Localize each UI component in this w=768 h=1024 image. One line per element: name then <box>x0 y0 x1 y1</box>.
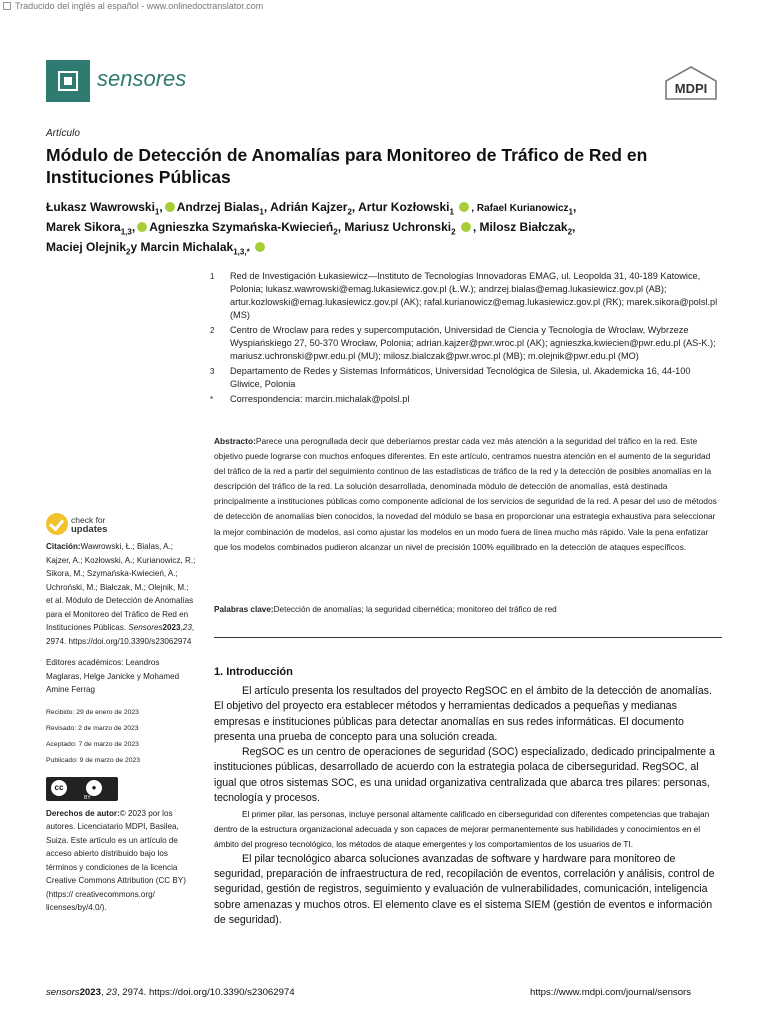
paragraph: El pilar tecnológico abarca soluciones avanzadas de software y hardware para monitoreo de seguridad, preparación de infraestructura de red, recopilación de eventos, correlación y análisis, control de seguridad, gestión de registros, seguimiento y evaluación de vulnerabilidades, comunicación, inteligencia sobre amenazas y muchos otros. El elemento clave es el sistema SIEM (gestión de eventos e información de seguridad). <box>214 852 715 926</box>
affiliation-text: Centro de Wroclaw para redes y supercomputación, Universidad de Ciencia y Tecnología de Wroclaw, Wybrzeze Wyspiańskiego 27, 50-370 Wrocław, Polonia; adrian.kajzer@pwr.wroc.pl (AK); agnieszka.kwiecien@pwr.edu.pl (AS-K.); mariusz.uchronski@pwr.edu.pl (MU); milosz.bialczak@pwr.wroc.pl (MB); m.olejnik@pwr.edu.pl (MO) <box>230 325 716 361</box>
keywords <box>214 605 722 614</box>
keywords-label: Palabras clave: <box>214 605 274 614</box>
author-name: , Artur Kozłowski <box>351 200 450 214</box>
affiliations <box>210 270 720 408</box>
affiliation-number: 3 <box>210 367 215 376</box>
footer-doi[interactable]: , 2974. https://doi.org/10.3390/s23062974 <box>116 987 295 998</box>
author-sup: 1,3,* <box>233 247 250 257</box>
checkmark-icon <box>46 513 68 535</box>
affiliation-number: 2 <box>210 326 215 335</box>
footer-journal: sensors <box>46 987 80 998</box>
section-heading: 1. Introducción <box>214 666 293 678</box>
paper-title: Módulo de Detección de Anomalías para Monitoreo de Tráfico de Red en Instituciones Públicas <box>46 145 648 187</box>
citation-label: Citación: <box>46 542 81 551</box>
journal-logo <box>46 60 90 102</box>
author-sup: 1 <box>449 207 454 217</box>
author-sup: 1 <box>154 207 160 217</box>
author-name: , Milosz Białczak <box>472 219 568 234</box>
translation-banner[interactable] <box>0 0 768 12</box>
citation-journal: Sensores <box>128 623 163 632</box>
copyright <box>46 807 196 915</box>
affiliation-number: * <box>210 395 214 404</box>
orcid-icon[interactable] <box>137 222 147 232</box>
publication-dates <box>46 705 196 769</box>
author-name: Łukasz Wawrowski <box>46 200 155 214</box>
citation-text: Wawrowski, Ł.; Bialas, A.; Kajzer, A.; Kozłowski, A.; Kurianowicz, R.; Sikora, M.; Szymańska-Kwiecień, A.; Uchroński, M.; Białczak, M.; Olejnik, M.; et al. Módulo de Detección de Anomalías para el Monitoreo del Tráfico de Red en Instituciones Públicas. <box>46 542 196 632</box>
author-name: Adrián Kajzer <box>270 200 348 214</box>
paragraph: El primer pilar, las personas, incluye personal altamente calificado en ciberseguridad con diferentes competencias que trabajan dentro de la estructura organizacional adecuada y son capaces de mejorar permanentemente sus habilidades y conocimientos en el ámbito del progreso tecnológico, los métodos de ataque emergentes y los comportamientos de los usuarios de TI. <box>214 809 710 849</box>
footer-journal-url[interactable]: https://www.mdpi.com/journal/sensors <box>530 987 692 998</box>
orcid-icon[interactable] <box>255 242 265 252</box>
abstract-label: Abstracto: <box>214 436 256 446</box>
citation: Citación:Wawrowski, Ł.; Bialas, A.; Kajzer, A.; Kozłowski, A.; Kurianowicz, R.; Sikora, M.; Szymańska-Kwiecień, A.; Uchroński, M.; Białczak, M.; Olejnik, M.; et al. Módulo de Detección de Anomalías para el Monitoreo del Tráfico de Red en Instituciones Públicas. Sensores2023,23, 2974. https://doi.org/10.3390/s23062974 <box>46 542 196 646</box>
mdpi-logo <box>663 66 719 100</box>
copyright-label: Derechos de autor: <box>46 808 120 818</box>
citation-volume: 23 <box>182 623 192 632</box>
academic-editors: Editores académicos: Leandros Maglaras, Helge Janicke y Mohamed Amine Ferrag <box>46 658 180 694</box>
mdpi-logo-text: MDPI <box>674 81 708 96</box>
paragraph: RegSOC es un centro de operaciones de seguridad (SOC) especializado, dedicado principalmente a instituciones públicas, desarrollado de acuerdo con la estrategia polaca de ciberseguridad. RegSOC, al igual que otros sistemas SOC, es una unidad organizativa centralizada que abarca tres pilares: personas, tecnología y procesos. <box>214 746 715 805</box>
received-date: Recibido: 29 de enero de 2023 <box>46 708 139 716</box>
affiliation-item <box>210 270 720 322</box>
article-type: Artículo <box>46 128 80 139</box>
cc-icon: cc <box>51 780 67 796</box>
sidebar <box>46 540 196 923</box>
author-name: Andrzej Bialas <box>176 200 260 214</box>
check-updates-line2: updates <box>71 524 108 535</box>
author-name: Agnieszka Szymańska-Kwiecień <box>149 219 334 234</box>
author-name: , Mariusz Uchronski <box>337 219 452 234</box>
affiliation-text: Departamento de Redes y Sistemas Informáticos, Universidad Tecnológica de Silesia, ul. Akademicka 16, 44-100 Gliwice, Polonia <box>230 366 691 389</box>
copyright-text: © 2023 por los autores. Licenciatario MDPI, Basilea, Suiza. Este artículo es un artículo de acceso abierto distribuido bajo los términos y condiciones de la licencia Creative Commons Attribution (CC BY) (https:// creativecommons.org/ licenses/by/4.0/). <box>46 808 186 912</box>
citation-year: 2023 <box>162 623 181 632</box>
affiliation-number: 1 <box>210 272 215 281</box>
journal-name: sensores <box>97 66 187 91</box>
author-sup: 2 <box>567 227 573 237</box>
orcid-icon[interactable] <box>459 202 469 212</box>
author-sup: 2 <box>451 227 456 237</box>
affiliation-text: Correspondencia: marcin.michalak@polsl.pl <box>230 394 410 404</box>
section-divider <box>214 637 722 638</box>
cc-by-license-badge[interactable] <box>46 777 118 801</box>
translate-icon <box>3 2 11 10</box>
author-list: Łukasz Wawrowski$_1$, Andrzej Bialas$_1$, Adrián Kajzer$_2$, Artur Kozłowski$_1$ , Rafael Kurianowicz$_1$, Marek Sikora$_{1,3}$, Agnieszka Szymańska-Kwiecień$_2$, Mariusz Uchronski$_2$ , Milosz Białczak$_2$, Maciej Olejnik$_2$y Marcin Michalak$_{1,3,*}$ <box>46 200 577 257</box>
orcid-icon[interactable] <box>461 222 471 232</box>
paragraph: El artículo presenta los resultados del proyecto RegSOC en el ámbito de la detección de anomalías. El objetivo del proyecto era establecer métodos y herramientas dedicados a pequeñas y medianas empresas e instituciones públicas para detectar anomalías en sus redes informáticas. El documento presenta una prueba de concepto para una solución creada. <box>214 685 712 743</box>
check-for-updates-button[interactable] <box>46 513 126 537</box>
introduction-body <box>214 684 722 928</box>
revised-date: Revisado: 2 de marzo de 2023 <box>46 724 139 732</box>
author-name: Marek Sikora <box>46 219 121 234</box>
author-sup: 1 <box>568 207 573 217</box>
author-name: Maciej Olejnik <box>46 239 127 254</box>
chip-icon <box>58 71 78 91</box>
author-name: y Marcin Michalak <box>130 239 234 254</box>
abstract <box>214 434 722 555</box>
author-sup: 2 <box>333 227 338 237</box>
keywords-text: Detección de anomalías; la seguridad cibernética; monitoreo del tráfico de red <box>273 605 557 614</box>
footer-year: 2023 <box>79 987 101 998</box>
citation-doi[interactable]: , 2974. https://doi.org/10.3390/s23062974 <box>46 623 195 646</box>
orcid-icon[interactable] <box>165 202 175 212</box>
footer-volume: 23 <box>106 987 117 998</box>
cc-by-label: BY <box>84 794 91 801</box>
person-icon: ● <box>86 780 102 796</box>
published-date: Publicado: 9 de marzo de 2023 <box>46 756 141 764</box>
check-updates-line1: check for <box>71 515 106 525</box>
author-name: , Rafael Kurianowicz <box>471 203 569 214</box>
affiliation-item <box>210 324 720 363</box>
affiliation-item <box>210 365 720 391</box>
author-sup: 2 <box>126 247 131 257</box>
affiliation-text: Red de Investigación Łukasiewicz—Instituto de Tecnologías Innovadoras EMAG, ul. Leopolda 31, 40-189 Katowice, Polonia; lukasz.wawrowski@emag.lukasiewicz.gov.pl (Ł.W.); andrzej.bialas@emag.lukasiewicz.gov.pl (AB); artur.kozlowski@emag.lukasiewicz.gov.pl (AK); rafal.kurianowicz@emag.lukasiewicz.gov.pl (RK); marek.sikora@polsl.pl (MS) <box>230 271 718 320</box>
translation-banner-text[interactable]: Traducido del inglés al español - www.onlinedoctranslator.com <box>15 1 264 11</box>
author-sup: 1 <box>259 207 264 217</box>
affiliation-item <box>210 393 720 406</box>
footer-citation: sensors2023, 23, 2974. https://doi.org/10.3390/s23062974 <box>46 987 295 998</box>
author-sup: 1,3 <box>120 227 132 237</box>
accepted-date: Aceptado: 7 de marzo de 2023 <box>46 740 139 748</box>
abstract-text: Parece una perogrullada decir que deberíamos prestar cada vez más atención a la seguridad del tráfico en la red. Este objetivo puede lograrse con muchos enfoques diferentes. En este artículo, centramos nuestra atención en el aumento de la seguridad del tráfico de la red a partir del seguimiento continuo de las estadísticas de tráfico de la red y la detección de posibles anomalías en la descripción del tráfico de la red. La solución desarrollada, denominada módulo de detección de anomalías, está destinada principalmente a instituciones públicas como componente adicional de los servicios de seguridad de la red. A pesar del uso de métodos de detección de anomalías bien conocidos, la novedad del módulo se basa en proporcionar una estrategia exhaustiva para seleccionar la mejor combinación de modelos, así como ajustar los modelos en un modo fuera de línea mucho más rápido. Vale la pena enfatizar que los modelos combinados pudieron alcanzar un nivel de precisión 100% equilibrado en la detección de ataques específicos. <box>214 436 717 552</box>
author-sup: 2 <box>347 207 352 217</box>
